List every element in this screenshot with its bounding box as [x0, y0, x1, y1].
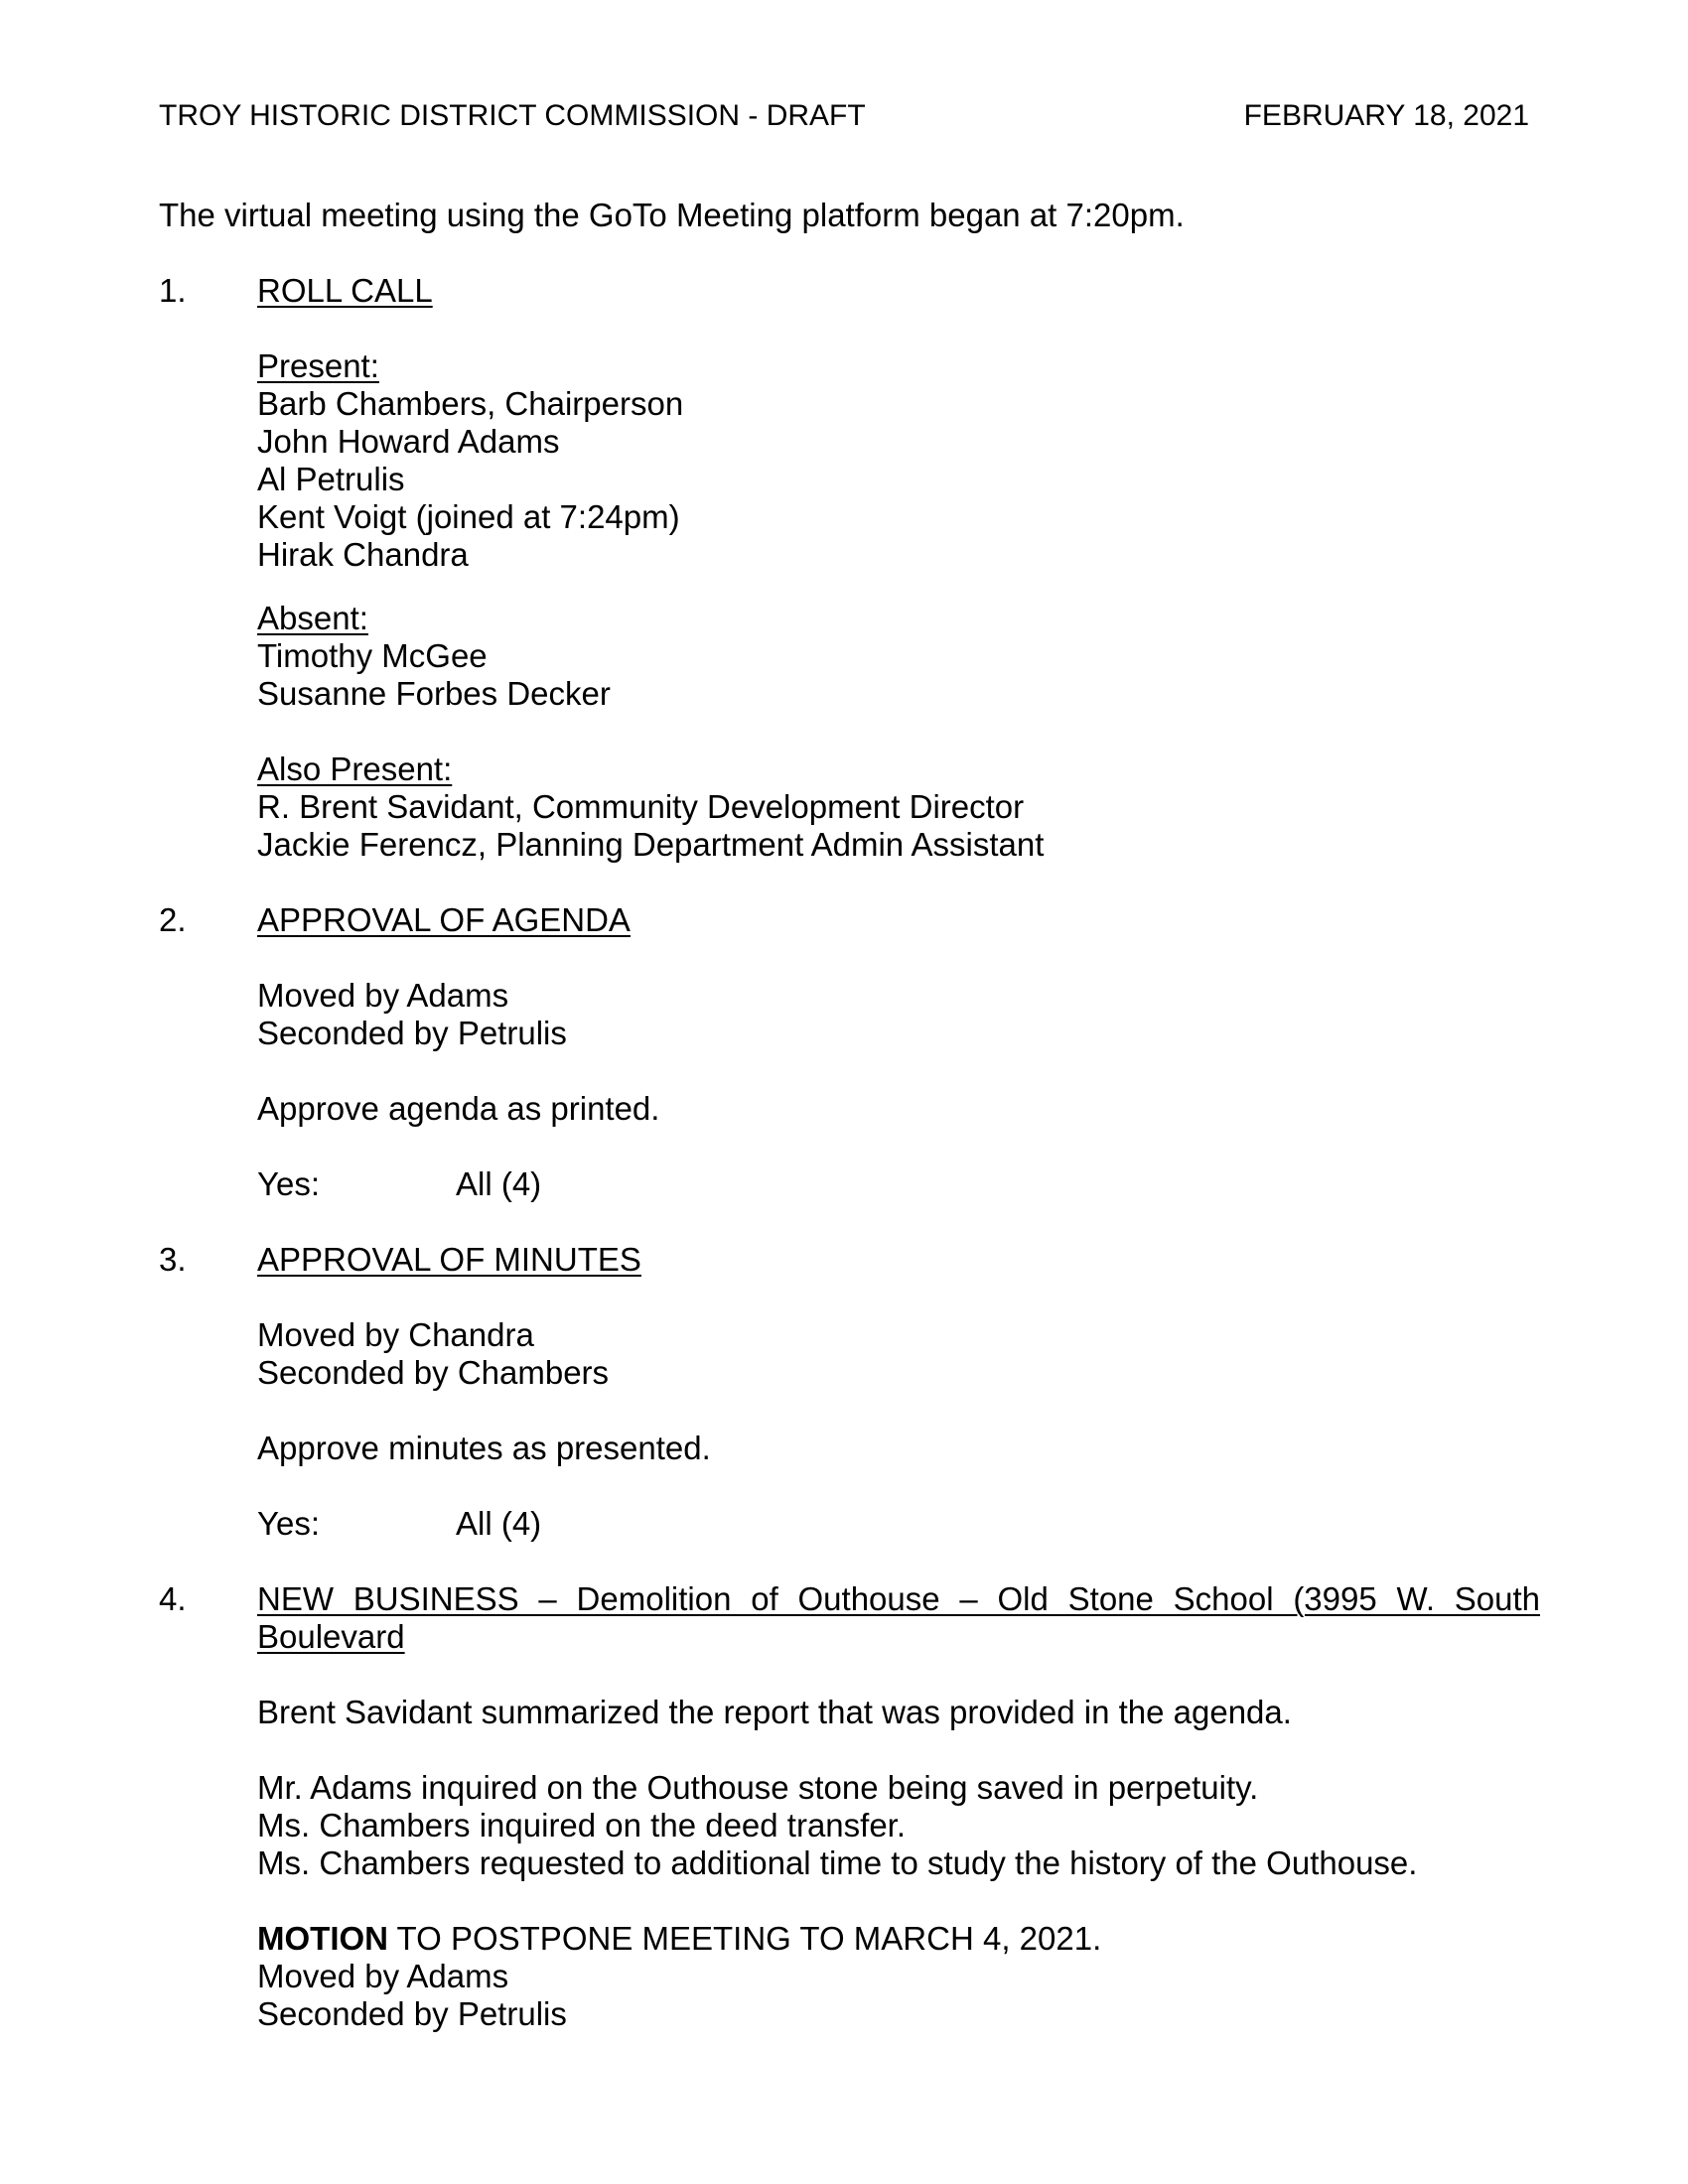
vote-label: Yes:: [257, 1505, 321, 1542]
section-1-number: 1.: [159, 272, 187, 309]
absent-member: Timothy McGee: [257, 637, 488, 674]
section-2-title: APPROVAL OF AGENDA: [257, 901, 631, 938]
also-present-label: Also Present:: [257, 751, 453, 787]
also-present-member: Jackie Ferencz, Planning Department Admin Assistant: [257, 826, 1045, 863]
motion-label: MOTION: [257, 1920, 388, 1957]
header-date: FEBRUARY 18, 2021: [1243, 99, 1529, 132]
section-1-title: ROLL CALL: [257, 272, 433, 309]
seconded-by: Seconded by Chambers: [257, 1354, 610, 1391]
section-2-number: 2.: [159, 901, 187, 938]
moved-by: Moved by Adams: [257, 977, 509, 1014]
discussion-item: Mr. Adams inquired on the Outhouse stone being saved in perpetuity.: [257, 1769, 1259, 1806]
section-4-number: 4.: [159, 1580, 187, 1617]
also-present-member: R. Brent Savidant, Community Development Director: [257, 788, 1025, 825]
intro-paragraph: The virtual meeting using the GoTo Meeting platform began at 7:20pm.: [159, 197, 1185, 233]
present-member: John Howard Adams: [257, 423, 560, 460]
moved-by: Moved by Adams: [257, 1958, 509, 1994]
moved-by: Moved by Chandra: [257, 1316, 534, 1353]
page-header: [159, 97, 1529, 135]
summary-text: Brent Savidant summarized the report that was provided in the agenda.: [257, 1694, 1292, 1730]
motion-line: [257, 1920, 1101, 1958]
present-list: [257, 347, 683, 574]
header-title: TROY HISTORIC DISTRICT COMMISSION - DRAFT: [159, 99, 866, 132]
absent-member: Susanne Forbes Decker: [257, 675, 611, 712]
present-member: Al Petrulis: [257, 461, 405, 497]
vote-label: Yes:: [257, 1165, 321, 1202]
present-label: Present:: [257, 347, 379, 384]
discussion-item: Ms. Chambers inquired on the deed transfer.: [257, 1807, 907, 1843]
present-member: Barb Chambers, Chairperson: [257, 385, 684, 422]
motion-text: TO POSTPONE MEETING TO MARCH 4, 2021.: [387, 1920, 1102, 1957]
absent-list: [257, 600, 611, 713]
also-present-list: [257, 751, 1044, 864]
discussion-list: [257, 1769, 1417, 1882]
discussion-item: Ms. Chambers requested to additional time to study the history of the Outhouse.: [257, 1844, 1418, 1881]
vote-result: [257, 1505, 541, 1543]
absent-label: Absent:: [257, 600, 368, 636]
present-member: Kent Voigt (joined at 7:24pm): [257, 498, 680, 535]
vote-result: [257, 1165, 541, 1203]
seconded-by: Seconded by Petrulis: [257, 1995, 567, 2032]
section-4-title-line-2: Boulevard: [257, 1618, 405, 1655]
vote-value: All (4): [456, 1165, 542, 1202]
section-4-title-line-1: NEW BUSINESS – Demolition of Outhouse – Old Stone School (3995 W. South: [257, 1580, 1540, 1617]
action-text: Approve agenda as printed.: [257, 1090, 660, 1127]
present-member: Hirak Chandra: [257, 536, 469, 573]
action-text: Approve minutes as presented.: [257, 1430, 711, 1466]
seconded-by: Seconded by Petrulis: [257, 1015, 567, 1051]
vote-value: All (4): [456, 1505, 542, 1542]
section-3-number: 3.: [159, 1241, 187, 1278]
section-3-title: APPROVAL OF MINUTES: [257, 1241, 641, 1278]
